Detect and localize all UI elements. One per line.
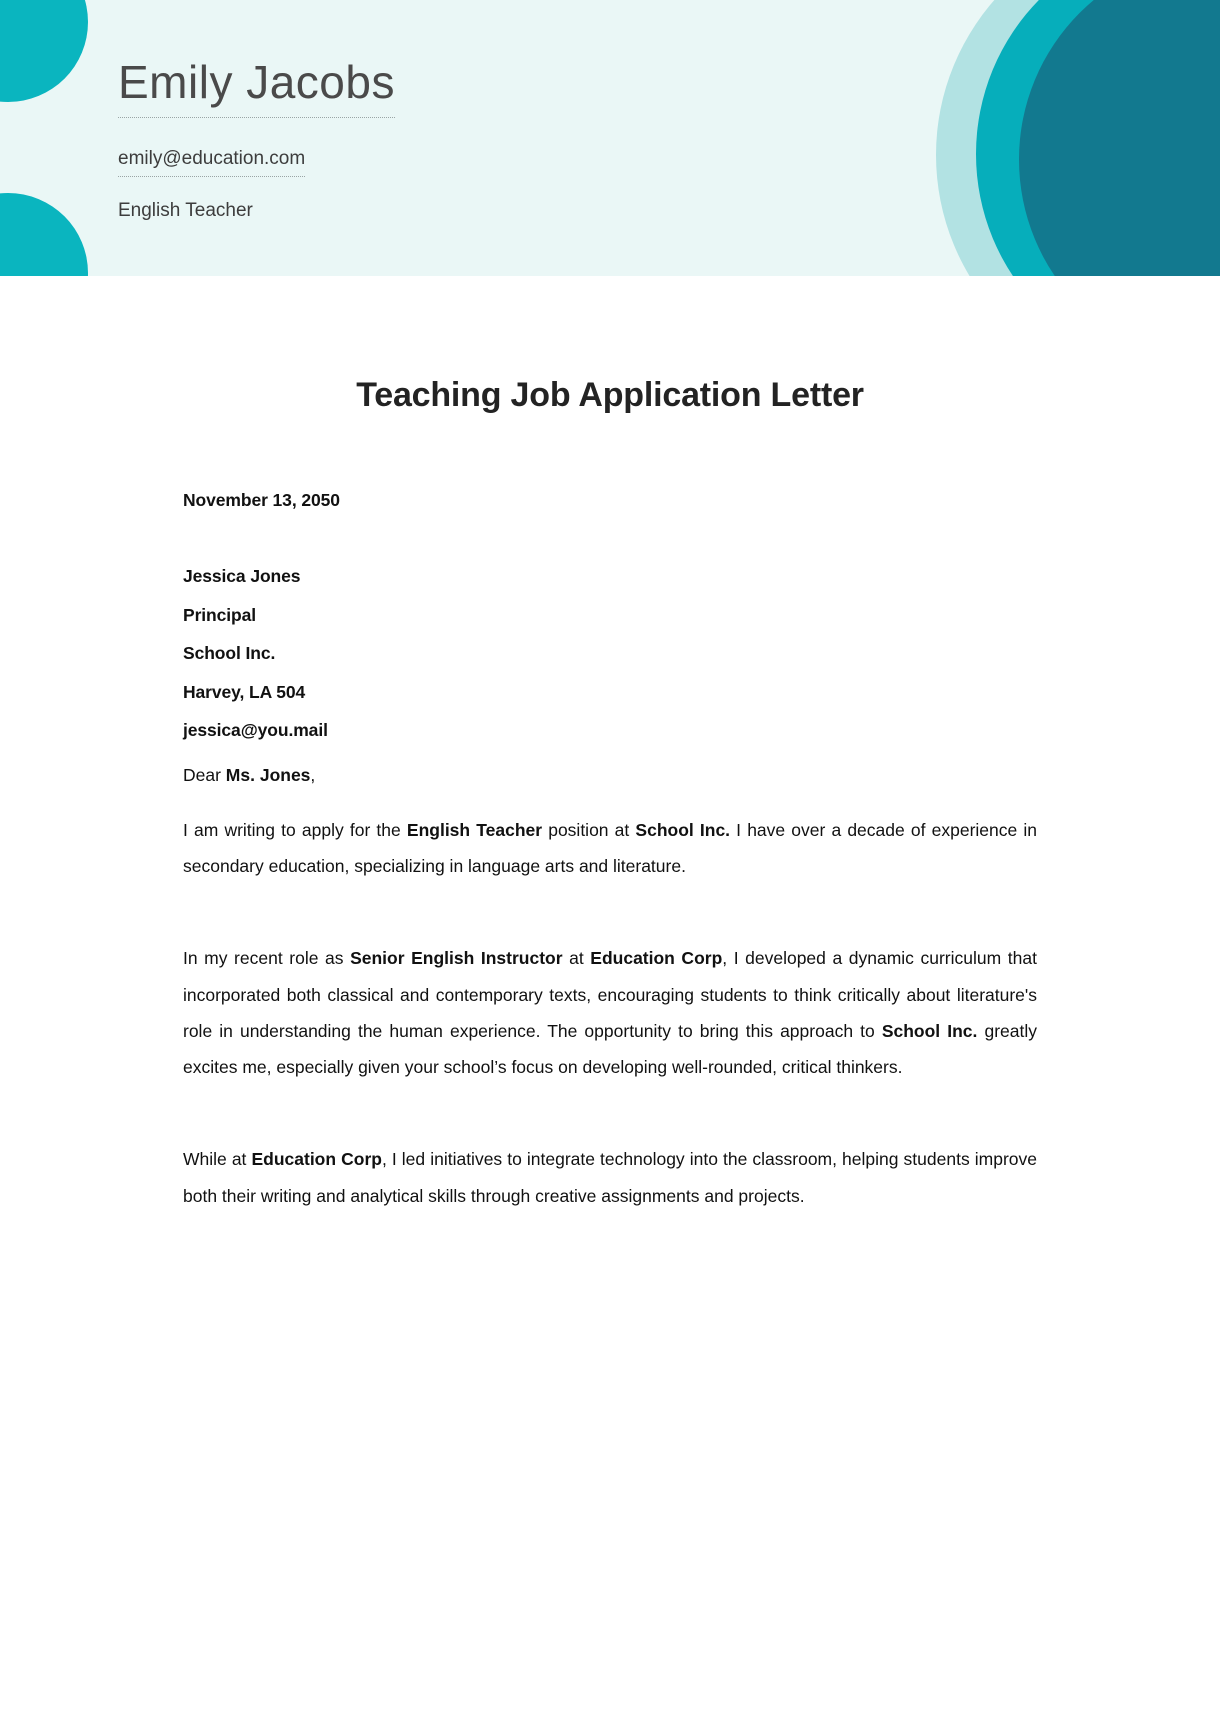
paragraph-text: greatly excites me, especially given your school’s focus on developing well-rounded, critical thinkers.	[183, 1020, 1037, 1078]
sender-role: English Teacher	[118, 199, 253, 221]
recipient-line: Harvey, LA 504	[183, 681, 306, 702]
emphasis-text: Senior English Instructor	[350, 948, 563, 969]
recipient-block	[183, 568, 1037, 740]
letter-content	[183, 490, 1037, 1214]
paragraph-text: at	[562, 948, 591, 969]
sender-name: Emily Jacobs	[118, 56, 395, 118]
letter-paragraphs	[183, 812, 1037, 1214]
letter-date: November 13, 2050	[183, 490, 340, 510]
sender-email: emily@education.com	[118, 148, 305, 177]
letter-paragraph	[183, 1141, 1037, 1213]
paragraph-text: In my recent role as	[183, 948, 351, 969]
paragraph-text: I have over a decade of experience in secondary education, specializing in language arts and literature.	[183, 820, 1037, 877]
paragraph-text: I am writing to apply for the	[183, 820, 407, 840]
recipient-line: Principal	[183, 604, 257, 625]
salutation	[183, 764, 1037, 785]
salutation-suffix: ,	[310, 764, 316, 785]
recipient-line: Jessica Jones	[183, 566, 301, 586]
emphasis-text: School Inc.	[881, 1020, 978, 1041]
emphasis-text: Education Corp	[590, 948, 723, 969]
top-left-quarter-circle-icon	[0, 0, 88, 102]
paragraph-text: position at	[542, 820, 636, 840]
page-title: Teaching Job Application Letter	[356, 376, 864, 414]
salutation-prefix: Dear	[183, 764, 226, 785]
salutation-recipient-name: Ms. Jones	[225, 764, 311, 785]
paragraph-text: , I led initiatives to integrate technology into the classroom, helping students improve both their writing and analytical skills through creative assignments and projects.	[183, 1149, 1037, 1206]
letter-paragraph	[183, 940, 1037, 1085]
emphasis-text: School Inc.	[635, 820, 731, 840]
emphasis-text: Education Corp	[251, 1149, 382, 1170]
emphasis-text: English Teacher	[406, 820, 543, 840]
letterhead-text-block	[118, 56, 395, 222]
letter-body	[0, 276, 1220, 1214]
recipient-line: School Inc.	[183, 643, 276, 663]
bottom-left-quarter-circle-icon	[0, 193, 88, 276]
letterhead-banner	[0, 0, 1220, 276]
paragraph-text: , I developed a dynamic curriculum that incorporated both classical and contemporary texts, encouraging students to think critically about literature's role in understanding the human experience. The opportunity to bring this approach to	[183, 948, 1037, 1041]
paragraph-text: While at	[183, 1149, 252, 1170]
letter-paragraph	[183, 812, 1037, 884]
recipient-line: jessica@you.mail	[183, 720, 328, 740]
